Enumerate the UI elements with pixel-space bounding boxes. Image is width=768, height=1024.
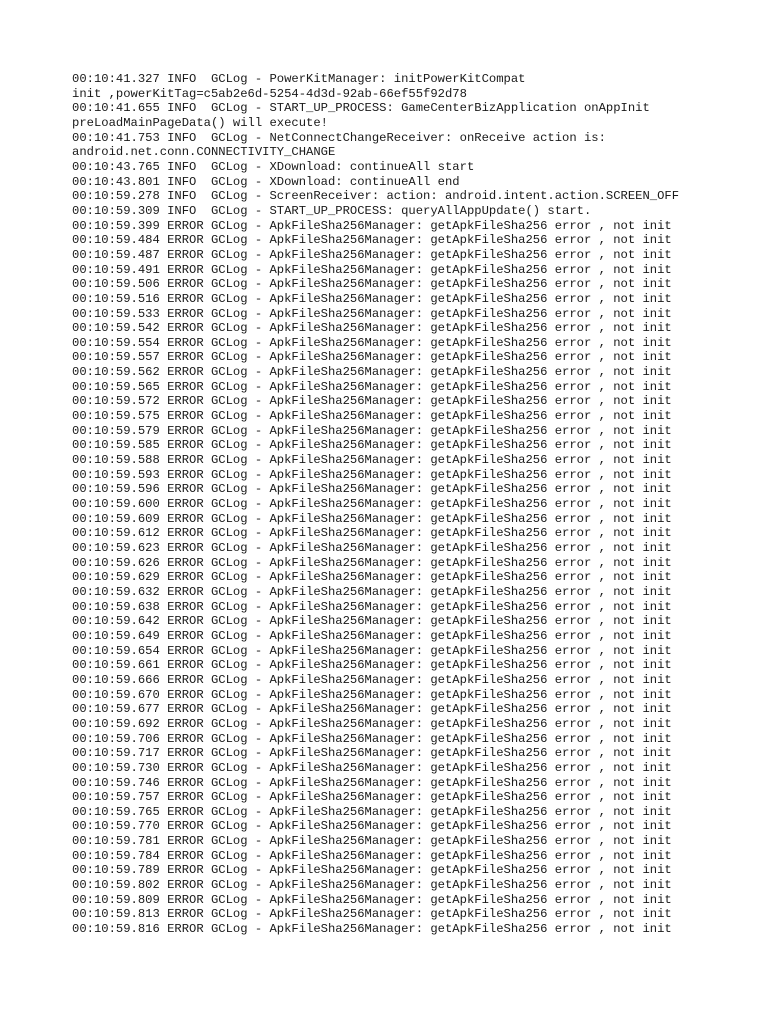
log-line: 00:10:41.327 INFO GCLog - PowerKitManager: initPowerKitCompat — [72, 72, 526, 86]
log-line: 00:10:59.575 ERROR GCLog - ApkFileSha256Manager: getApkFileSha256 error , not init — [72, 409, 672, 424]
log-line: 00:10:41.753 INFO GCLog - NetConnectChangeReceiver: onReceive action is: — [72, 130, 606, 145]
log-line: 00:10:59.717 ERROR GCLog - ApkFileSha256Manager: getApkFileSha256 error , not init — [72, 746, 672, 761]
log-line: 00:10:41.655 INFO GCLog - START_UP_PROCESS: GameCenterBizApplication onAppInit — [72, 101, 650, 116]
log-line: 00:10:59.642 ERROR GCLog - ApkFileSha256Manager: getApkFileSha256 error , not init — [72, 614, 672, 629]
log-line: 00:10:59.516 ERROR GCLog - ApkFileSha256Manager: getApkFileSha256 error , not init — [72, 291, 672, 306]
log-line: 00:10:59.809 ERROR GCLog - ApkFileSha256Manager: getApkFileSha256 error , not init — [72, 892, 672, 907]
log-line: init ,powerKitTag=c5ab2e6d-5254-4d3d-92ab-66ef55f92d78 — [72, 86, 467, 101]
log-line: 00:10:59.399 ERROR GCLog - ApkFileSha256Manager: getApkFileSha256 error , not init — [72, 218, 672, 233]
log-line: 00:10:59.623 ERROR GCLog - ApkFileSha256Manager: getApkFileSha256 error , not init — [72, 541, 672, 555]
log-line: 00:10:59.666 ERROR GCLog - ApkFileSha256Manager: getApkFileSha256 error , not init — [72, 672, 672, 687]
log-line: 00:10:59.813 ERROR GCLog - ApkFileSha256Manager: getApkFileSha256 error , not init — [72, 907, 672, 922]
log-line: 00:10:59.802 ERROR GCLog - ApkFileSha256Manager: getApkFileSha256 error , not init — [72, 878, 672, 893]
log-line: 00:10:59.730 ERROR GCLog - ApkFileSha256Manager: getApkFileSha256 error , not init — [72, 760, 672, 775]
log-line: 00:10:59.491 ERROR GCLog - ApkFileSha256Manager: getApkFileSha256 error , not init — [72, 262, 672, 277]
log-line: 00:10:59.565 ERROR GCLog - ApkFileSha256Manager: getApkFileSha256 error , not init — [72, 379, 672, 394]
log-line: 00:10:59.632 ERROR GCLog - ApkFileSha256Manager: getApkFileSha256 error , not init — [72, 584, 672, 599]
log-line: 00:10:59.765 ERROR GCLog - ApkFileSha256Manager: getApkFileSha256 error , not init — [72, 804, 672, 819]
log-line: 00:10:59.649 ERROR GCLog - ApkFileSha256Manager: getApkFileSha256 error , not init — [72, 628, 672, 643]
log-line: 00:10:59.588 ERROR GCLog - ApkFileSha256Manager: getApkFileSha256 error , not init — [72, 453, 672, 468]
log-line: 00:10:59.781 ERROR GCLog - ApkFileSha256Manager: getApkFileSha256 error , not init — [72, 834, 672, 849]
log-line: 00:10:59.554 ERROR GCLog - ApkFileSha256Manager: getApkFileSha256 error , not init — [72, 335, 672, 350]
log-line: 00:10:59.600 ERROR GCLog - ApkFileSha256Manager: getApkFileSha256 error , not init — [72, 497, 672, 512]
log-line: 00:10:59.278 INFO GCLog - ScreenReceiver: action: android.intent.action.SCREEN_OFF — [72, 189, 680, 204]
log-line: 00:10:59.692 ERROR GCLog - ApkFileSha256Manager: getApkFileSha256 error , not init — [72, 716, 672, 731]
log-line: 00:10:59.572 ERROR GCLog - ApkFileSha256Manager: getApkFileSha256 error , not init — [72, 394, 672, 409]
log-line: 00:10:59.626 ERROR GCLog - ApkFileSha256Manager: getApkFileSha256 error , not init — [72, 555, 672, 570]
log-line: 00:10:59.629 ERROR GCLog - ApkFileSha256Manager: getApkFileSha256 error , not init — [72, 570, 672, 585]
log-line: 00:10:59.585 ERROR GCLog - ApkFileSha256Manager: getApkFileSha256 error , not init — [72, 438, 672, 453]
log-line: 00:10:59.557 ERROR GCLog - ApkFileSha256Manager: getApkFileSha256 error , not init — [72, 350, 672, 365]
log-line: 00:10:59.789 ERROR GCLog - ApkFileSha256Manager: getApkFileSha256 error , not init — [72, 863, 672, 878]
log-line: 00:10:59.484 ERROR GCLog - ApkFileSha256Manager: getApkFileSha256 error , not init — [72, 233, 672, 248]
log-line: 00:10:59.661 ERROR GCLog - ApkFileSha256Manager: getApkFileSha256 error , not init — [72, 658, 672, 673]
log-line: 00:10:59.612 ERROR GCLog - ApkFileSha256Manager: getApkFileSha256 error , not init — [72, 526, 672, 541]
log-line: 00:10:59.677 ERROR GCLog - ApkFileSha256Manager: getApkFileSha256 error , not init — [72, 702, 672, 717]
log-line: 00:10:59.533 ERROR GCLog - ApkFileSha256Manager: getApkFileSha256 error , not init — [72, 306, 672, 321]
log-line: 00:10:59.770 ERROR GCLog - ApkFileSha256Manager: getApkFileSha256 error , not init — [72, 819, 672, 834]
log-line: 00:10:59.596 ERROR GCLog - ApkFileSha256Manager: getApkFileSha256 error , not init — [72, 482, 672, 497]
log-line: 00:10:59.487 ERROR GCLog - ApkFileSha256Manager: getApkFileSha256 error , not init — [72, 247, 672, 262]
log-line: 00:10:59.562 ERROR GCLog - ApkFileSha256Manager: getApkFileSha256 error , not init — [72, 365, 672, 380]
log-line: 00:10:43.801 INFO GCLog - XDownload: continueAll end — [72, 174, 460, 189]
log-line: 00:10:59.816 ERROR GCLog - ApkFileSha256Manager: getApkFileSha256 error , not init — [72, 922, 672, 937]
log-line: 00:10:59.593 ERROR GCLog - ApkFileSha256Manager: getApkFileSha256 error , not init — [72, 467, 672, 482]
log-line: preLoadMainPageData() will execute! — [72, 115, 328, 130]
log-line: 00:10:59.542 ERROR GCLog - ApkFileSha256Manager: getApkFileSha256 error , not init — [72, 321, 672, 336]
log-line: 00:10:59.309 INFO GCLog - START_UP_PROCESS: queryAllAppUpdate() start. — [72, 203, 592, 218]
log-line: 00:10:43.765 INFO GCLog - XDownload: continueAll start — [72, 159, 475, 174]
log-line: 00:10:59.654 ERROR GCLog - ApkFileSha256Manager: getApkFileSha256 error , not init — [72, 643, 672, 658]
log-line: 00:10:59.784 ERROR GCLog - ApkFileSha256Manager: getApkFileSha256 error , not init — [72, 848, 672, 863]
log-line: 00:10:59.706 ERROR GCLog - ApkFileSha256Manager: getApkFileSha256 error , not init — [72, 731, 672, 746]
log-line: 00:10:59.757 ERROR GCLog - ApkFileSha256Manager: getApkFileSha256 error , not init — [72, 790, 672, 805]
log-line: 00:10:59.609 ERROR GCLog - ApkFileSha256Manager: getApkFileSha256 error , not init — [72, 511, 672, 526]
log-line: 00:10:59.506 ERROR GCLog - ApkFileSha256Manager: getApkFileSha256 error , not init — [72, 277, 672, 292]
log-line: 00:10:59.670 ERROR GCLog - ApkFileSha256Manager: getApkFileSha256 error , not init — [72, 687, 672, 702]
log-line: 00:10:59.746 ERROR GCLog - ApkFileSha256Manager: getApkFileSha256 error , not init — [72, 775, 672, 790]
log-text-block — [72, 72, 712, 937]
log-line: 00:10:59.638 ERROR GCLog - ApkFileSha256Manager: getApkFileSha256 error , not init — [72, 599, 672, 614]
log-line: android.net.conn.CONNECTIVITY_CHANGE — [72, 145, 336, 160]
log-line: 00:10:59.579 ERROR GCLog - ApkFileSha256Manager: getApkFileSha256 error , not init — [72, 423, 672, 438]
